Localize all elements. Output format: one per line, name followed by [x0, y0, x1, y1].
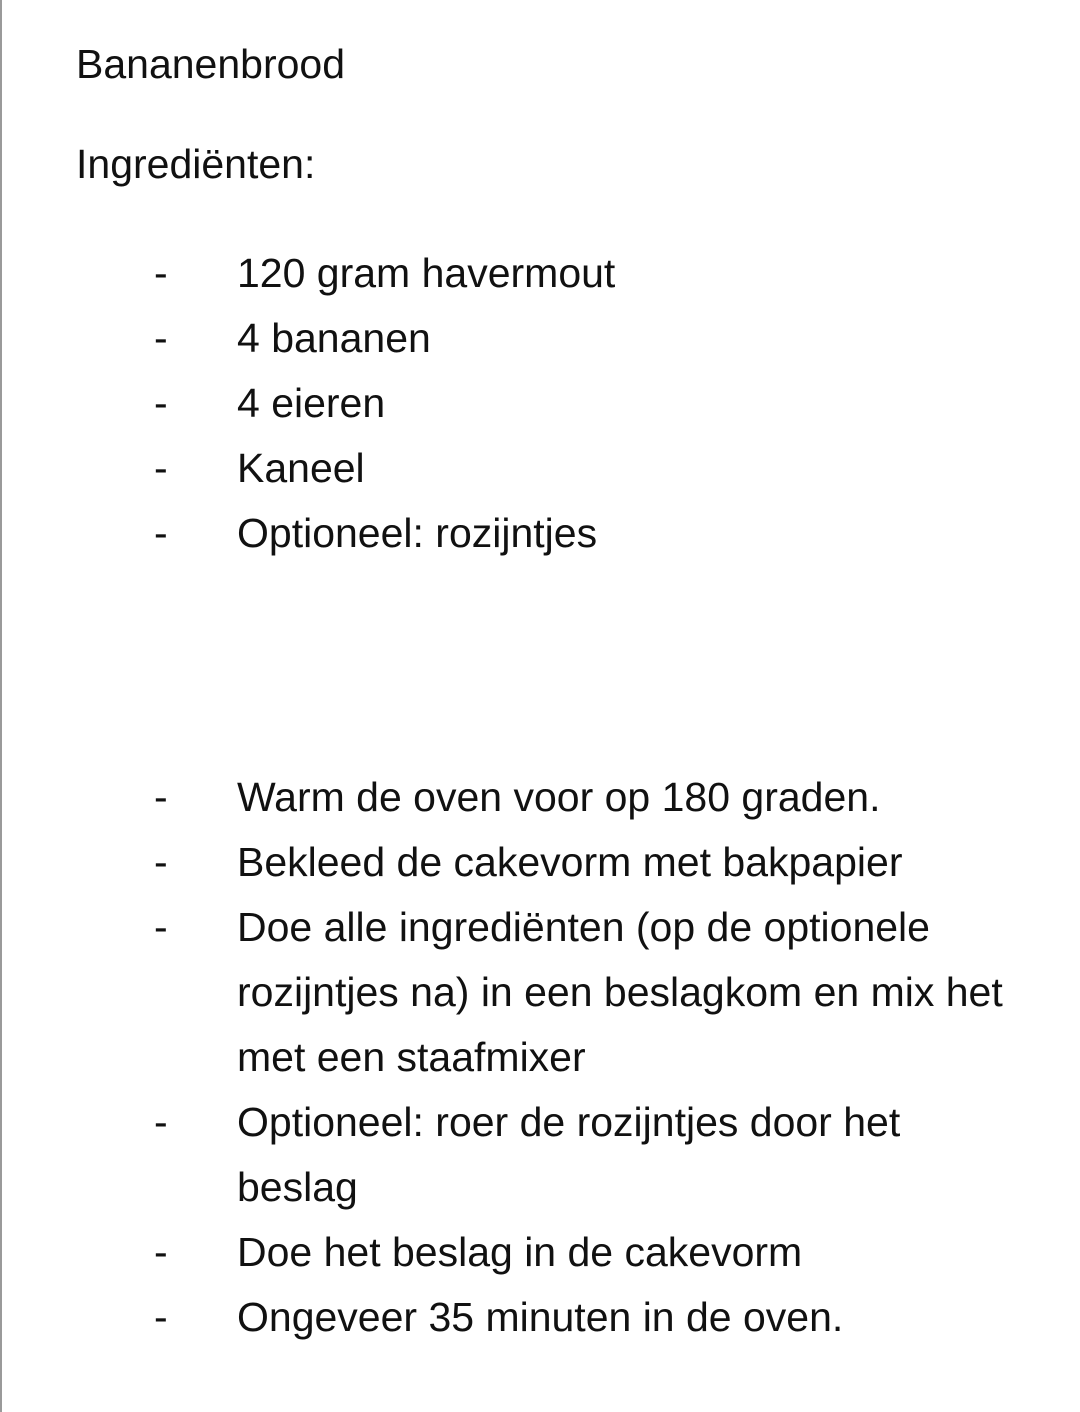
list-item: [2, 830, 1080, 895]
bullet-dash: -: [154, 774, 168, 820]
bullet-dash: -: [154, 904, 168, 950]
bullet-dash: -: [154, 445, 168, 491]
step-text: Optioneel: roer de rozijntjes door het beslag: [237, 1099, 901, 1210]
bullet-dash: -: [154, 839, 168, 885]
list-item: [2, 241, 1080, 306]
ingredient-text: Kaneel: [237, 445, 365, 491]
ingredient-text: 4 eieren: [237, 380, 386, 426]
list-item: [2, 1090, 1080, 1220]
bullet-dash: -: [154, 380, 168, 426]
bullet-dash: -: [154, 510, 168, 556]
bullet-dash: -: [154, 1099, 168, 1145]
step-text: Bekleed de cakevorm met bakpapier: [237, 839, 903, 885]
list-item: [2, 371, 1080, 436]
step-text: Doe het beslag in de cakevorm: [237, 1229, 803, 1275]
bullet-dash: -: [154, 1229, 168, 1275]
list-item: [2, 306, 1080, 371]
ingredient-text: 4 bananen: [237, 315, 431, 361]
step-text: Warm de oven voor op 180 graden.: [237, 774, 881, 820]
ingredient-text: Optioneel: rozijntjes: [237, 510, 598, 556]
ingredients-list: [2, 241, 1080, 566]
bullet-dash: -: [154, 1294, 168, 1340]
list-item: [2, 436, 1080, 501]
ingredients-heading: Ingrediënten:: [76, 141, 316, 187]
recipe-title: Bananenbrood: [76, 41, 346, 87]
list-item: [2, 895, 1080, 1090]
step-text: Ongeveer 35 minuten in de oven.: [237, 1294, 844, 1340]
ingredient-text: 120 gram havermout: [237, 250, 616, 296]
list-item: [2, 501, 1080, 566]
bullet-dash: -: [154, 315, 168, 361]
list-item: [2, 1285, 1080, 1350]
list-item: [2, 1220, 1080, 1285]
list-item: [2, 765, 1080, 830]
step-text: Doe alle ingrediënten (op de optionele rozijntjes na) in een beslagkom en mix het met een staafmixer: [237, 904, 1003, 1080]
steps-list: [2, 765, 1080, 1350]
bullet-dash: -: [154, 250, 168, 296]
